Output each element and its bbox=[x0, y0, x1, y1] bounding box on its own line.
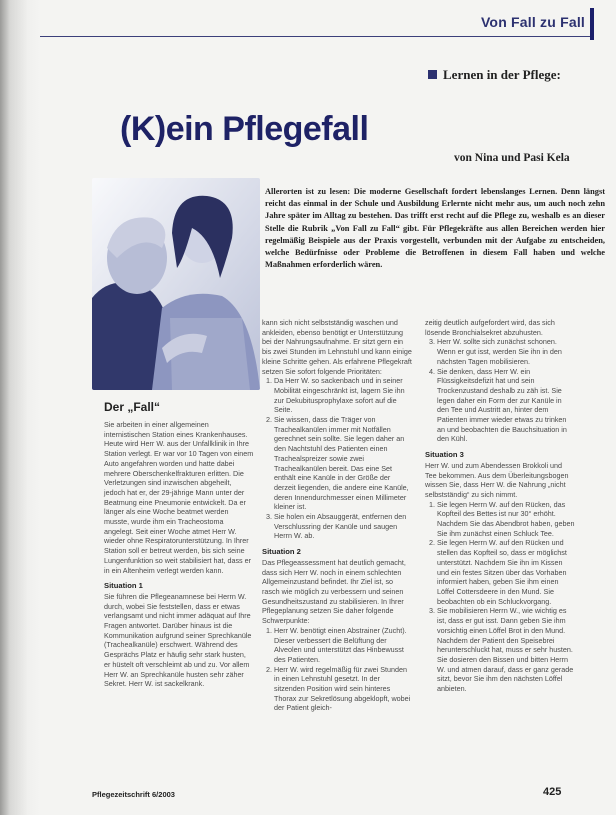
header-rule bbox=[40, 36, 594, 37]
journal-name: Pflegezeitschrift 6/2003 bbox=[92, 790, 175, 799]
rubric-label: Lernen in der Pflege: bbox=[443, 67, 561, 82]
column-2 bbox=[262, 318, 412, 713]
photo-two-women bbox=[92, 178, 260, 390]
column-3 bbox=[425, 318, 575, 694]
situation-3-text: Herr W. und zum Abendessen Brokkoli und Tee bekommen. Aus dem Überleitungsbogen wissen Sie, dass Herr W. die Nahrung „nicht selbstständig“ zu sich nimmt. bbox=[425, 460, 569, 499]
case-text: Sie arbeiten in einer allgemeinen internistischen Station eines Krankenhauses. Heute wird Herr W. aus der Unfallklinik in Ihre Station verlegt. Er war vor 10 Tagen von einem Auto angefahren worden und hatte dabei mehrere Oberschenkelfrakturen erlitten. Die Verletzungen sind inzwischen abgeheilt, jedoch hat er, der 29-jährige Mann unter der Beatmung eine Pneumonie entwickelt. Da er länger als eine Woche beatmet werden musste, wurde ihm ein Tracheostoma angelegt. Seit einer Woche atmet Herr W. wieder ohne Respiratorunterstützung. In Ihrer Station soll er betreut werden, bis sich seine Lungenfunktion so weit stabilisiert hat, dass er in ein Altenheim verlegt werden kann. bbox=[104, 420, 254, 575]
list-item: 3. Sie mobilisieren Herrn W., wie wichtig es ist, dass er gut isst. Dann geben Sie ihm vorsichtig einen Löffel Brot in den Mund. Nachdem der Patient den Speisebrei herunterschluckt hat, muss er sehr husten. Sie dosieren den Bissen und bitten Herrn W. und atmen darauf, dass er ganz gerade sitzt, bevor Sie ihm den nächsten Löffel anbieten. bbox=[437, 606, 575, 693]
section-header: Von Fall zu Fall bbox=[480, 14, 585, 30]
rubric bbox=[428, 67, 561, 83]
situation-1-heading: Situation 1 bbox=[104, 581, 143, 591]
list-item: 4. Sie denken, dass Herr W. ein Flüssigkeitsdefizit hat und sein Trockenzustand deshalb zu zäh ist. Sie legen daher ein Form der zur Kanüle in den Tee und Austritt an, hinter dem Patienten immer wieder etwas zu trinken an und beobachten die Bauchsituation in den Kühl. bbox=[437, 367, 575, 445]
list-item: 2. Sie wissen, dass die Träger von Trachealkanülen immer mit Notfällen gerechnet sein sollte. Sie legen daher an den Nachtstuhl des Patienten einen Trachealspreizer sowie zwei Trachealkanülen bereit. Das eine Set enthält eine Kanüle in der Größe der derzeit liegenden, die andere eine Kanüle, deren Innendurchmesser einen Millimeter kleiner ist. bbox=[274, 415, 412, 512]
feeding-list bbox=[425, 500, 575, 694]
square-bullet-icon bbox=[428, 70, 437, 79]
list-item: 2. Herr W. wird regelmäßig für zwei Stunden in einen Lehnstuhl gesetzt. In der sitzenden Position wird sein hinteres Thorax zur Sekretlösung abgeklopft, wobei der Patient gleich- bbox=[274, 665, 412, 714]
situation-2-text: Das Pflegeassessment hat deutlich gemacht, dass sich Herr W. noch in einem schlechten Allgemeinzustand befindet. Ihr Ziel ist, so rasch wie möglich zu verbessern und seinen Gesundheitszustand zu stabilisieren. In Ihrer Pflegeplanung setzen Sie daher folgende Schwerpunkte: bbox=[262, 557, 406, 626]
column-1 bbox=[104, 420, 254, 689]
care-plan-list bbox=[262, 626, 412, 713]
article-photo bbox=[92, 178, 260, 390]
list-item: 3. Sie holen ein Absauggerät, entfernen den Verschlussring der Kanüle und saugen Herrn W. ab. bbox=[274, 512, 412, 541]
article-title: (K)ein Pflegefall bbox=[120, 110, 369, 148]
column-2-intro: kann sich nicht selbstständig waschen und ankleiden, ebenso benötigt er Unterstützung bei der Nahrungsaufnahme. Er sitzt gern ein bis zwei Stunden im Lehnstuhl und kann einige kleine Schritte gehen. Als erfahrene Pflegekraft setzen Sie sofort folgende Prioritäten: bbox=[262, 318, 412, 376]
page-number: 425 bbox=[543, 786, 562, 798]
list-item: 1. Da Herr W. so sackenbach und in seiner Mobilität eingeschränkt ist, lagern Sie ihn zur Dekubitusprophylaxe sofort auf die Seite. bbox=[274, 376, 412, 415]
list-item: 1. Herr W. benötigt einen Abstrainer (Zucht). Dieser verbessert die Belüftung der Alveolen und unterstützt das Hinbewusst des Patienten. bbox=[274, 626, 412, 665]
list-item: 2. Sie legen Herrn W. auf den Rücken und stellen das Kopfteil so, dass er möglichst unterstützt. Nachdem Sie ihn im Kissen und ein festes Sitzen über das Vorhaben informiert haben, geben Sie ihm einen Löffel Cottersdeere in den Mund. Sie beobachten ob ein Schluckvorgang. bbox=[437, 538, 575, 606]
column-3-continuation: zeitig deutlich aufgefordert wird, das sich lösende Bronchialsekret abzuhusten. bbox=[425, 318, 555, 337]
gutter-shadow bbox=[0, 0, 40, 815]
header-accent-bar bbox=[590, 8, 594, 40]
article-intro: Allerorten ist zu lesen: Die moderne Gesellschaft fordert lebenslanges Lernen. Denn längst reicht das einmal in der Schule und Ausbildung Erlernte nicht mehr aus, um auch noch zehn Jahre später im Alltag zu bestehen. Das trifft erst recht auf die Pflege zu, weshalb es an dieser Stelle die Rubrik „Von Fall zu Fall“ gibt. Für Pflegekräfte aus allen Bereichen werden hier regelmäßig Beispiele aus der Praxis vorgestellt, verbunden mit der Aufgabe zu entscheiden, welche Bedürfnisse oder Probleme die Betroffenen in diesem Fall haben und welche Maßnahmen erforderlich wären. bbox=[265, 187, 605, 270]
situation-3-heading: Situation 3 bbox=[425, 450, 464, 460]
article-authors: von Nina und Pasi Kela bbox=[454, 152, 570, 164]
situation-1-text: Sie führen die Pflegeanamnese bei Herrn W. durch, wobei Sie feststellen, dass er etwas verlangsamt und nicht immer adäquat auf Ihre Fragen antwortet. Darüber hinaus ist die Kommunikation aufgrund seiner Sprechkanüle (Trachealkanüle) erschwert. Während des Gesprächs Platz er häufig sehr stark husten, er hüstelt oft verschleimt ab und zu. Vor allem Herr W. an Sprechkanüle husten sehr zäher Sekret. Herr W. ist sackelkrank. bbox=[104, 591, 252, 689]
situation-2-heading: Situation 2 bbox=[262, 547, 301, 557]
priority-list bbox=[262, 376, 412, 541]
care-plan-list-continued bbox=[425, 337, 575, 444]
list-item: 3. Herr W. sollte sich zunächst schonen. Wenn er gut isst, werden Sie ihn in den nächsten Tagen mobilisieren. bbox=[437, 337, 575, 366]
list-item: 1. Sie legen Herrn W. auf den Rücken, das Kopfteil des Bettes ist nur 30° erhöht. Nachdem Sie das Abendbrot haben, geben Sie ihm zunächst einen Schluck Tee. bbox=[437, 500, 575, 539]
case-heading: Der „Fall“ bbox=[104, 400, 161, 414]
